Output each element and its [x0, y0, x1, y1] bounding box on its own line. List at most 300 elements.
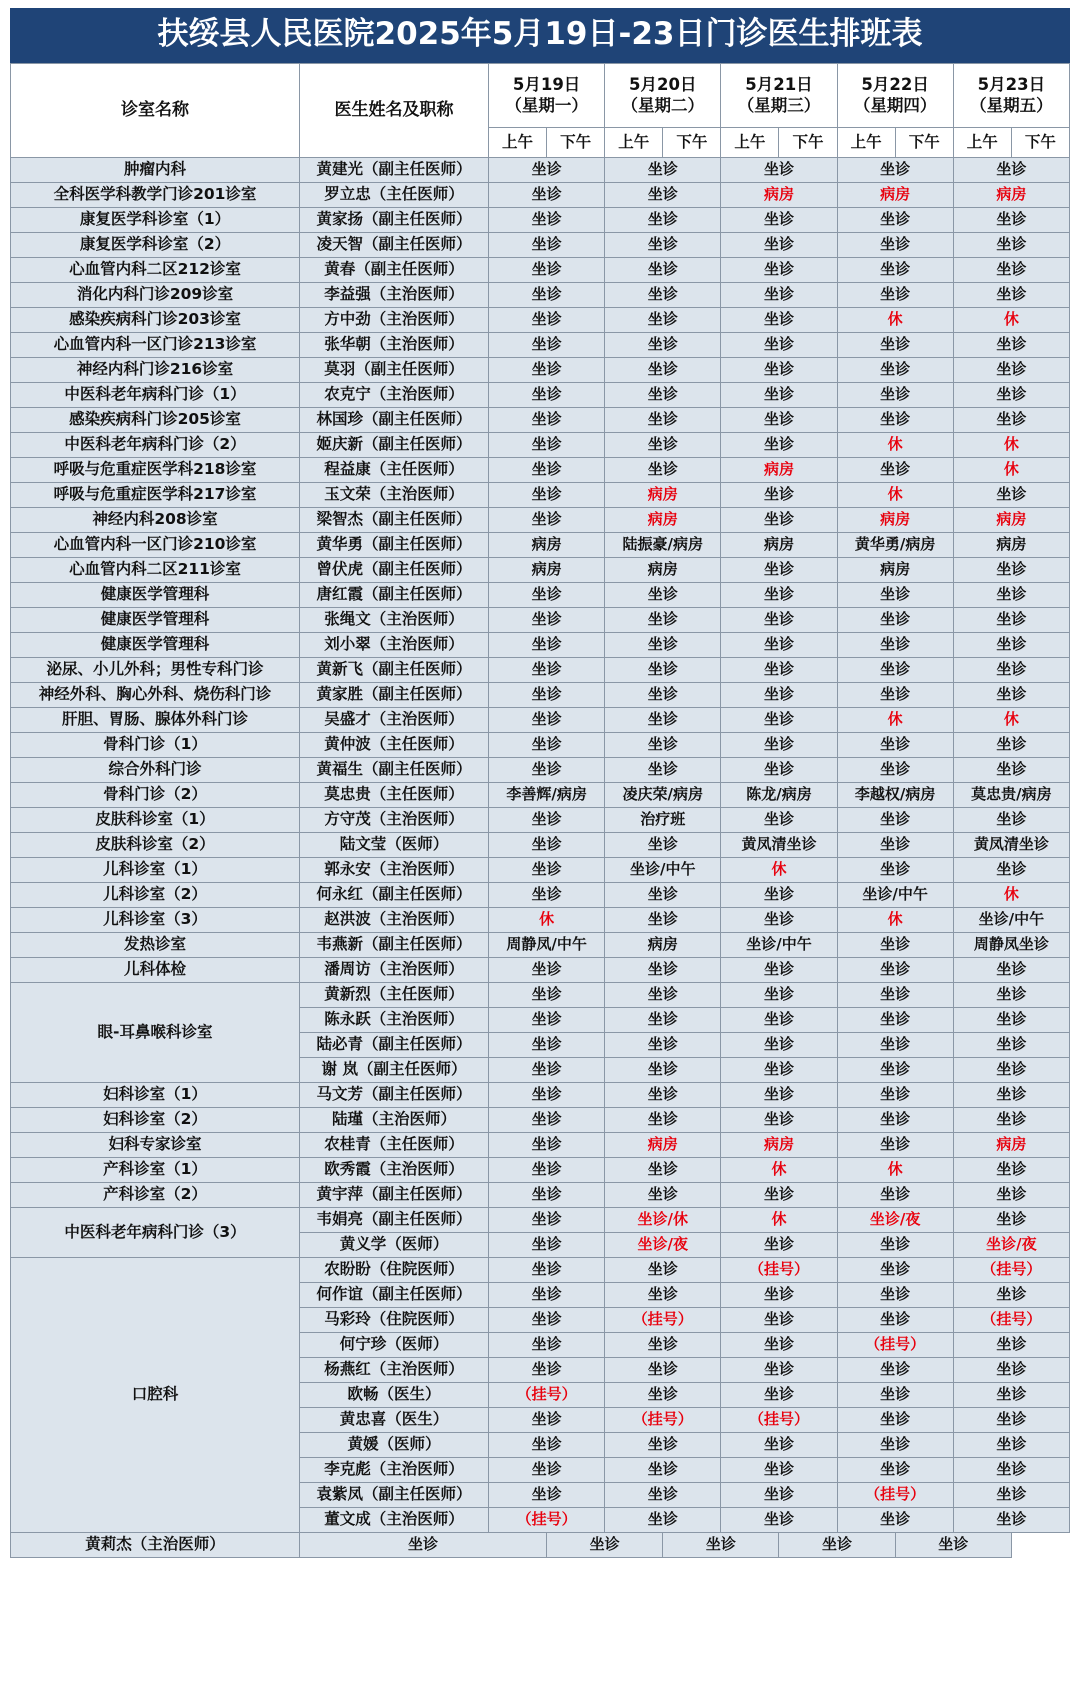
shift-cell-day-3: 休 [837, 1157, 953, 1182]
shift-cell-day-2: 坐诊 [721, 507, 837, 532]
shift-cell-day-0: 坐诊 [489, 332, 605, 357]
shift-cell-day-4: 坐诊 [953, 1382, 1069, 1407]
room-name-cell: 产科诊室（2） [11, 1182, 300, 1207]
doctor-name-cell: 玉文荣（主治医师） [300, 482, 489, 507]
shift-cell-day-2: 坐诊 [721, 1282, 837, 1307]
shift-cell-day-3: 坐诊 [837, 407, 953, 432]
doctor-name-cell: 何永红（副主任医师） [300, 882, 489, 907]
header-day-date: 5月20日 [629, 74, 697, 94]
header-half-1-pm: 下午 [663, 127, 721, 157]
shift-cell-day-3: 黄华勇/病房 [837, 532, 953, 557]
shift-cell-day-3: 休 [837, 907, 953, 932]
shift-cell-day-3: 坐诊 [837, 257, 953, 282]
shift-cell-day-2: 休 [721, 857, 837, 882]
doctor-name-cell: 董文成（主治医师） [300, 1507, 489, 1532]
room-name-cell: 儿科诊室（2） [11, 882, 300, 907]
shift-cell-day-3: 坐诊 [837, 807, 953, 832]
shift-cell-day-1: 坐诊 [605, 582, 721, 607]
doctor-name-cell: 黄忠喜（医生） [300, 1407, 489, 1432]
shift-cell-day-3: 坐诊/中午 [837, 882, 953, 907]
shift-cell-day-0: 坐诊 [489, 1282, 605, 1307]
table-row [11, 1207, 1070, 1232]
table-row [11, 957, 1070, 982]
shift-cell-day-1: 治疗班 [605, 807, 721, 832]
shift-cell-day-4: 休 [953, 707, 1069, 732]
shift-cell-day-0: 坐诊 [489, 732, 605, 757]
doctor-name-cell: 黄建光（副主任医师） [300, 157, 489, 182]
doctor-name-cell: 梁智杰（副主任医师） [300, 507, 489, 532]
doctor-name-cell: 郭永安（主治医师） [300, 857, 489, 882]
table-row [11, 307, 1070, 332]
shift-cell-day-4: 坐诊 [953, 482, 1069, 507]
shift-cell-day-1: 坐诊 [605, 257, 721, 282]
shift-cell-day-1: 病房 [605, 932, 721, 957]
doctor-name-cell: 陆瑾（主治医师） [300, 1107, 489, 1132]
shift-cell-day-1: 陆振豪/病房 [605, 532, 721, 557]
shift-cell-day-3: 坐诊 [837, 382, 953, 407]
shift-cell-day-2: 坐诊 [721, 557, 837, 582]
shift-cell-day-0: 坐诊 [489, 1157, 605, 1182]
room-name-cell: 神经外科、胸心外科、烧伤科门诊 [11, 682, 300, 707]
header-half-2-am: 上午 [721, 127, 779, 157]
shift-cell-day-2: 坐诊 [721, 1332, 837, 1357]
table-row [11, 1132, 1070, 1157]
shift-cell-day-2: 坐诊 [721, 957, 837, 982]
shift-cell-day-4: 坐诊 [953, 232, 1069, 257]
room-name-cell: 中医科老年病科门诊（3） [11, 1207, 300, 1257]
shift-cell-day-1: 坐诊 [605, 1382, 721, 1407]
shift-cell-day-4: 坐诊 [953, 682, 1069, 707]
shift-cell-day-3: 坐诊 [837, 582, 953, 607]
shift-cell-day-0: 坐诊 [489, 657, 605, 682]
shift-cell-day-1: 坐诊 [547, 1532, 663, 1557]
shift-cell-day-3: 休 [837, 482, 953, 507]
table-row [11, 1107, 1070, 1132]
shift-cell-day-2: 坐诊 [721, 1082, 837, 1107]
shift-cell-day-1: 凌庆荣/病房 [605, 782, 721, 807]
shift-cell-day-3: 坐诊 [837, 332, 953, 357]
shift-cell-day-1: 坐诊/休 [605, 1207, 721, 1232]
doctor-name-cell: 方中劲（主治医师） [300, 307, 489, 332]
shift-cell-day-1: （挂号） [605, 1307, 721, 1332]
table-row [11, 1082, 1070, 1107]
shift-cell-day-0: 坐诊 [489, 632, 605, 657]
doctor-name-cell: 农盼盼（住院医师） [300, 1257, 489, 1282]
room-name-cell: 心血管内科二区212诊室 [11, 257, 300, 282]
room-name-cell: 呼吸与危重症医学科217诊室 [11, 482, 300, 507]
shift-cell-day-4: 莫忠贵/病房 [953, 782, 1069, 807]
shift-cell-day-0: 坐诊 [489, 1232, 605, 1257]
doctor-name-cell: 韦燕新（副主任医师） [300, 932, 489, 957]
shift-cell-day-0: 坐诊 [489, 582, 605, 607]
table-row [11, 982, 1070, 1007]
shift-cell-day-2: 休 [721, 1157, 837, 1182]
room-name-cell: 健康医学管理科 [11, 607, 300, 632]
room-name-cell: 骨科门诊（2） [11, 782, 300, 807]
shift-cell-day-4: 坐诊 [953, 1057, 1069, 1082]
shift-cell-day-3: 坐诊 [837, 607, 953, 632]
shift-cell-day-4: 坐诊 [895, 1532, 1011, 1557]
doctor-name-cell: 吴盛才（主治医师） [300, 707, 489, 732]
shift-cell-day-1: 坐诊 [605, 332, 721, 357]
header-day-3 [837, 63, 953, 127]
shift-cell-day-1: 坐诊 [605, 182, 721, 207]
doctor-name-cell: 黄仲波（主任医师） [300, 732, 489, 757]
table-row [11, 632, 1070, 657]
shift-cell-day-4: 坐诊 [953, 557, 1069, 582]
shift-cell-day-1: 坐诊 [605, 832, 721, 857]
shift-cell-day-0: 坐诊 [489, 1457, 605, 1482]
room-name-cell: 神经内科门诊216诊室 [11, 357, 300, 382]
shift-cell-day-3: 坐诊 [837, 1007, 953, 1032]
doctor-name-cell: 陆文莹（医师） [300, 832, 489, 857]
doctor-name-cell: 农克宁（主治医师） [300, 382, 489, 407]
shift-cell-day-4: 坐诊 [953, 807, 1069, 832]
doctor-name-cell: 黄媛（医师） [300, 1432, 489, 1457]
shift-cell-day-4: 坐诊 [953, 282, 1069, 307]
shift-cell-day-1: 坐诊/夜 [605, 1232, 721, 1257]
room-name-cell: 肿瘤内科 [11, 157, 300, 182]
shift-cell-day-3: 李越权/病房 [837, 782, 953, 807]
shift-cell-day-3: 坐诊 [837, 832, 953, 857]
table-body [11, 157, 1070, 1557]
shift-cell-day-4: 坐诊 [953, 332, 1069, 357]
doctor-name-cell: 李克彪（主治医师） [300, 1457, 489, 1482]
shift-cell-day-3: 坐诊 [837, 632, 953, 657]
table-row [11, 657, 1070, 682]
shift-cell-day-2: 坐诊 [721, 1307, 837, 1332]
room-name-cell: 产科诊室（1） [11, 1157, 300, 1182]
table-row [11, 507, 1070, 532]
header-day-0 [489, 63, 605, 127]
header-day-date: 5月19日 [512, 74, 581, 94]
shift-cell-day-1: 坐诊 [605, 607, 721, 632]
doctor-name-cell: 曾伏虎（副主任医师） [300, 557, 489, 582]
shift-cell-day-1: 坐诊 [605, 157, 721, 182]
room-name-cell: 儿科诊室（1） [11, 857, 300, 882]
shift-cell-day-1: 坐诊 [605, 882, 721, 907]
shift-cell-day-0: （挂号） [489, 1507, 605, 1532]
shift-cell-day-0: 坐诊 [489, 1307, 605, 1332]
shift-cell-day-0: 病房 [489, 557, 605, 582]
shift-cell-day-1: 坐诊 [605, 1057, 721, 1082]
room-name-cell: 康复医学科诊室（1） [11, 207, 300, 232]
shift-cell-day-4: 坐诊 [953, 1332, 1069, 1357]
table-row [11, 582, 1070, 607]
shift-cell-day-2: 坐诊 [721, 807, 837, 832]
shift-cell-day-0: 坐诊 [489, 1032, 605, 1057]
shift-cell-day-0: 坐诊 [489, 607, 605, 632]
room-name-cell: 全科医学科教学门诊201诊室 [11, 182, 300, 207]
table-row [11, 932, 1070, 957]
shift-cell-day-2: 坐诊 [721, 882, 837, 907]
shift-cell-day-4: 坐诊 [953, 982, 1069, 1007]
shift-cell-day-1: 坐诊 [605, 1357, 721, 1382]
room-name-cell: 感染疾病科门诊203诊室 [11, 307, 300, 332]
shift-cell-day-2: 坐诊 [721, 207, 837, 232]
header-day-weekday: （星期五） [970, 95, 1053, 115]
doctor-name-cell: 张绳文（主治医师） [300, 607, 489, 632]
shift-cell-day-3: 病房 [837, 182, 953, 207]
shift-cell-day-4: 坐诊 [953, 157, 1069, 182]
shift-cell-day-1: 病房 [605, 482, 721, 507]
room-name-cell: 妇科专家诊室 [11, 1132, 300, 1157]
shift-cell-day-4: 黄凤清坐诊 [953, 832, 1069, 857]
shift-cell-day-0: 坐诊 [489, 432, 605, 457]
shift-cell-day-3: 坐诊 [837, 657, 953, 682]
shift-cell-day-2: 坐诊 [721, 1357, 837, 1382]
shift-cell-day-3: 坐诊 [837, 232, 953, 257]
shift-cell-day-2: 坐诊 [721, 432, 837, 457]
shift-cell-day-2: 坐诊 [721, 707, 837, 732]
shift-cell-day-2: 坐诊/中午 [721, 932, 837, 957]
shift-cell-day-2: 坐诊 [663, 1532, 779, 1557]
doctor-name-cell: 黄家扬（副主任医师） [300, 207, 489, 232]
room-name-cell: 综合外科门诊 [11, 757, 300, 782]
shift-cell-day-4: 坐诊 [953, 1457, 1069, 1482]
shift-cell-day-0: 坐诊 [489, 207, 605, 232]
shift-cell-day-1: 坐诊 [605, 907, 721, 932]
shift-cell-day-1: 坐诊 [605, 357, 721, 382]
shift-cell-day-2: 坐诊 [721, 257, 837, 282]
shift-cell-day-4: 坐诊 [953, 757, 1069, 782]
shift-cell-day-2: 坐诊 [721, 482, 837, 507]
shift-cell-day-3: 病房 [837, 557, 953, 582]
shift-cell-day-0: 坐诊 [489, 157, 605, 182]
doctor-name-cell: 刘小翠（主治医师） [300, 632, 489, 657]
shift-cell-day-0: 坐诊 [489, 407, 605, 432]
shift-cell-day-2: 坐诊 [721, 1107, 837, 1132]
shift-cell-day-3: （挂号） [837, 1482, 953, 1507]
table-row [11, 257, 1070, 282]
room-name-cell: 心血管内科二区211诊室 [11, 557, 300, 582]
shift-cell-day-1: 坐诊 [605, 757, 721, 782]
shift-cell-day-0: 坐诊 [489, 707, 605, 732]
shift-cell-day-3: 坐诊 [779, 1532, 895, 1557]
shift-cell-day-4: 坐诊 [953, 1107, 1069, 1132]
shift-cell-day-3: 病房 [837, 507, 953, 532]
shift-cell-day-1: 坐诊 [605, 682, 721, 707]
shift-cell-day-2: 坐诊 [721, 332, 837, 357]
room-name-cell: 口腔科 [11, 1257, 300, 1532]
shift-cell-day-2: 坐诊 [721, 1057, 837, 1082]
shift-cell-day-2: 坐诊 [721, 907, 837, 932]
shift-cell-day-2: 坐诊 [721, 632, 837, 657]
shift-cell-day-3: 坐诊 [837, 682, 953, 707]
table-row [11, 532, 1070, 557]
table-row [11, 457, 1070, 482]
shift-cell-day-2: 病房 [721, 1132, 837, 1157]
room-name-cell: 儿科诊室（3） [11, 907, 300, 932]
doctor-name-cell: 韦娟亮（副主任医师） [300, 1207, 489, 1232]
shift-cell-day-2: 坐诊 [721, 157, 837, 182]
shift-cell-day-3: 坐诊 [837, 1432, 953, 1457]
shift-cell-day-2: （挂号） [721, 1257, 837, 1282]
shift-cell-day-0: 坐诊 [489, 1082, 605, 1107]
shift-cell-day-3: 坐诊 [837, 157, 953, 182]
shift-cell-day-4: 坐诊 [953, 582, 1069, 607]
shift-cell-day-0: 坐诊 [489, 1432, 605, 1457]
shift-cell-day-4: 病房 [953, 532, 1069, 557]
shift-cell-day-0: 坐诊 [489, 857, 605, 882]
shift-cell-day-3: 坐诊 [837, 457, 953, 482]
shift-cell-day-4: 坐诊 [953, 207, 1069, 232]
table-row [11, 707, 1070, 732]
shift-cell-day-0: 坐诊 [489, 1482, 605, 1507]
shift-cell-day-4: 坐诊 [953, 1007, 1069, 1032]
shift-cell-day-3: 坐诊 [837, 1182, 953, 1207]
shift-cell-day-3: 坐诊 [837, 207, 953, 232]
shift-cell-day-1: 坐诊 [605, 1257, 721, 1282]
shift-cell-day-1: （挂号） [605, 1407, 721, 1432]
shift-cell-day-1: 坐诊 [605, 1107, 721, 1132]
shift-cell-day-4: 病房 [953, 182, 1069, 207]
header-day-2 [721, 63, 837, 127]
header-half-4-pm: 下午 [1011, 127, 1069, 157]
doctor-name-cell: 赵洪波（主治医师） [300, 907, 489, 932]
shift-cell-day-3: 坐诊 [837, 1032, 953, 1057]
shift-cell-day-4: 坐诊 [953, 1357, 1069, 1382]
doctor-name-cell: 张华朝（主治医师） [300, 332, 489, 357]
table-row [11, 157, 1070, 182]
room-name-cell: 呼吸与危重症医学科218诊室 [11, 457, 300, 482]
header-day-1 [605, 63, 721, 127]
shift-cell-day-4: 周静凤坐诊 [953, 932, 1069, 957]
shift-cell-day-4: 休 [953, 882, 1069, 907]
shift-cell-day-3: 坐诊 [837, 1307, 953, 1332]
room-name-cell: 皮肤科诊室（2） [11, 832, 300, 857]
shift-cell-day-1: 病房 [605, 557, 721, 582]
doctor-name-cell: 欧秀霞（主治医师） [300, 1157, 489, 1182]
doctor-name-cell: 方守茂（主治医师） [300, 807, 489, 832]
room-name-cell: 儿科体检 [11, 957, 300, 982]
table-row [11, 832, 1070, 857]
shift-cell-day-0: 坐诊 [489, 1057, 605, 1082]
header-day-date: 5月22日 [861, 74, 929, 94]
header-day-date: 5月21日 [745, 74, 813, 94]
shift-cell-day-2: 坐诊 [721, 1507, 837, 1532]
page-title: 扶绥县人民医院2025年5月19日-23日门诊医生排班表 [10, 8, 1070, 63]
header-half-1-am: 上午 [605, 127, 663, 157]
shift-cell-day-0: 坐诊 [489, 482, 605, 507]
shift-cell-day-0: （挂号） [489, 1382, 605, 1407]
shift-cell-day-3: 坐诊 [837, 1232, 953, 1257]
shift-cell-day-0: 坐诊 [300, 1532, 547, 1557]
header-day-date: 5月23日 [977, 74, 1046, 94]
shift-cell-day-3: 坐诊 [837, 357, 953, 382]
shift-cell-day-0: 坐诊 [489, 257, 605, 282]
shift-cell-day-3: 坐诊 [837, 1282, 953, 1307]
shift-cell-day-0: 周静凤/中午 [489, 932, 605, 957]
shift-cell-day-4: 休 [953, 457, 1069, 482]
shift-cell-day-0: 坐诊 [489, 457, 605, 482]
shift-cell-day-4: （挂号） [953, 1307, 1069, 1332]
shift-cell-day-1: 坐诊 [605, 382, 721, 407]
table-row [11, 782, 1070, 807]
doctor-name-cell: 黄莉杰（主治医师） [11, 1532, 300, 1557]
doctor-name-cell: 农桂青（主任医师） [300, 1132, 489, 1157]
table-row [11, 332, 1070, 357]
shift-cell-day-4: （挂号） [953, 1257, 1069, 1282]
shift-cell-day-0: 坐诊 [489, 832, 605, 857]
shift-cell-day-0: 坐诊 [489, 1182, 605, 1207]
shift-cell-day-4: 坐诊 [953, 382, 1069, 407]
table-row [11, 357, 1070, 382]
shift-cell-day-1: 坐诊 [605, 1282, 721, 1307]
table-row [11, 757, 1070, 782]
shift-cell-day-4: 坐诊 [953, 1507, 1069, 1532]
shift-cell-day-3: 坐诊 [837, 1357, 953, 1382]
shift-cell-day-2: 病房 [721, 457, 837, 482]
shift-cell-day-0: 坐诊 [489, 357, 605, 382]
shift-cell-day-0: 坐诊 [489, 382, 605, 407]
shift-cell-day-4: 坐诊 [953, 1432, 1069, 1457]
shift-cell-day-1: 坐诊 [605, 657, 721, 682]
doctor-name-cell: 马彩玲（住院医师） [300, 1307, 489, 1332]
table-row [11, 207, 1070, 232]
shift-cell-day-2: 坐诊 [721, 232, 837, 257]
doctor-name-cell: 姬庆新（副主任医师） [300, 432, 489, 457]
shift-cell-day-2: 坐诊 [721, 282, 837, 307]
table-row [11, 1532, 1070, 1557]
room-name-cell: 骨科门诊（1） [11, 732, 300, 757]
doctor-name-cell: 程益康（主任医师） [300, 457, 489, 482]
shift-cell-day-2: 坐诊 [721, 1432, 837, 1457]
doctor-name-cell: 陈永跃（主治医师） [300, 1007, 489, 1032]
room-name-cell: 发热诊室 [11, 932, 300, 957]
shift-cell-day-4: 坐诊 [953, 1207, 1069, 1232]
shift-cell-day-3: 坐诊 [837, 1507, 953, 1532]
shift-cell-day-3: 休 [837, 707, 953, 732]
shift-cell-day-2: 坐诊 [721, 1382, 837, 1407]
doctor-name-cell: 黄宇萍（副主任医师） [300, 1182, 489, 1207]
shift-cell-day-4: 坐诊 [953, 657, 1069, 682]
shift-cell-day-1: 坐诊 [605, 457, 721, 482]
shift-cell-day-3: 坐诊 [837, 1257, 953, 1282]
shift-cell-day-1: 坐诊 [605, 632, 721, 657]
shift-cell-day-1: 坐诊 [605, 1432, 721, 1457]
shift-cell-day-2: 坐诊 [721, 732, 837, 757]
shift-cell-day-0: 坐诊 [489, 1007, 605, 1032]
shift-cell-day-0: 病房 [489, 532, 605, 557]
room-name-cell: 康复医学科诊室（2） [11, 232, 300, 257]
doctor-name-cell: 潘周访（主治医师） [300, 957, 489, 982]
shift-cell-day-3: 坐诊 [837, 732, 953, 757]
table-row [11, 1257, 1070, 1282]
schedule-table [10, 63, 1070, 1558]
shift-cell-day-3: 坐诊 [837, 1132, 953, 1157]
header-day-weekday: （星期一） [505, 95, 588, 115]
shift-cell-day-3: 坐诊 [837, 932, 953, 957]
shift-cell-day-2: 坐诊 [721, 607, 837, 632]
header-doctor-column: 医生姓名及职称 [300, 63, 489, 157]
shift-cell-day-0: 坐诊 [489, 757, 605, 782]
room-name-cell: 中医科老年病科门诊（2） [11, 432, 300, 457]
shift-cell-day-3: 坐诊 [837, 1057, 953, 1082]
shift-cell-day-1: 坐诊 [605, 1182, 721, 1207]
shift-cell-day-2: 坐诊 [721, 582, 837, 607]
doctor-name-cell: 黄新飞（副主任医师） [300, 657, 489, 682]
shift-cell-day-2: 坐诊 [721, 307, 837, 332]
shift-cell-day-0: 坐诊 [489, 1207, 605, 1232]
shift-cell-day-3: 坐诊 [837, 757, 953, 782]
shift-cell-day-2: 休 [721, 1207, 837, 1232]
doctor-name-cell: 黄华勇（副主任医师） [300, 532, 489, 557]
shift-cell-day-2: 坐诊 [721, 982, 837, 1007]
shift-cell-day-4: 坐诊 [953, 607, 1069, 632]
shift-cell-day-2: 坐诊 [721, 657, 837, 682]
shift-cell-day-1: 坐诊/中午 [605, 857, 721, 882]
